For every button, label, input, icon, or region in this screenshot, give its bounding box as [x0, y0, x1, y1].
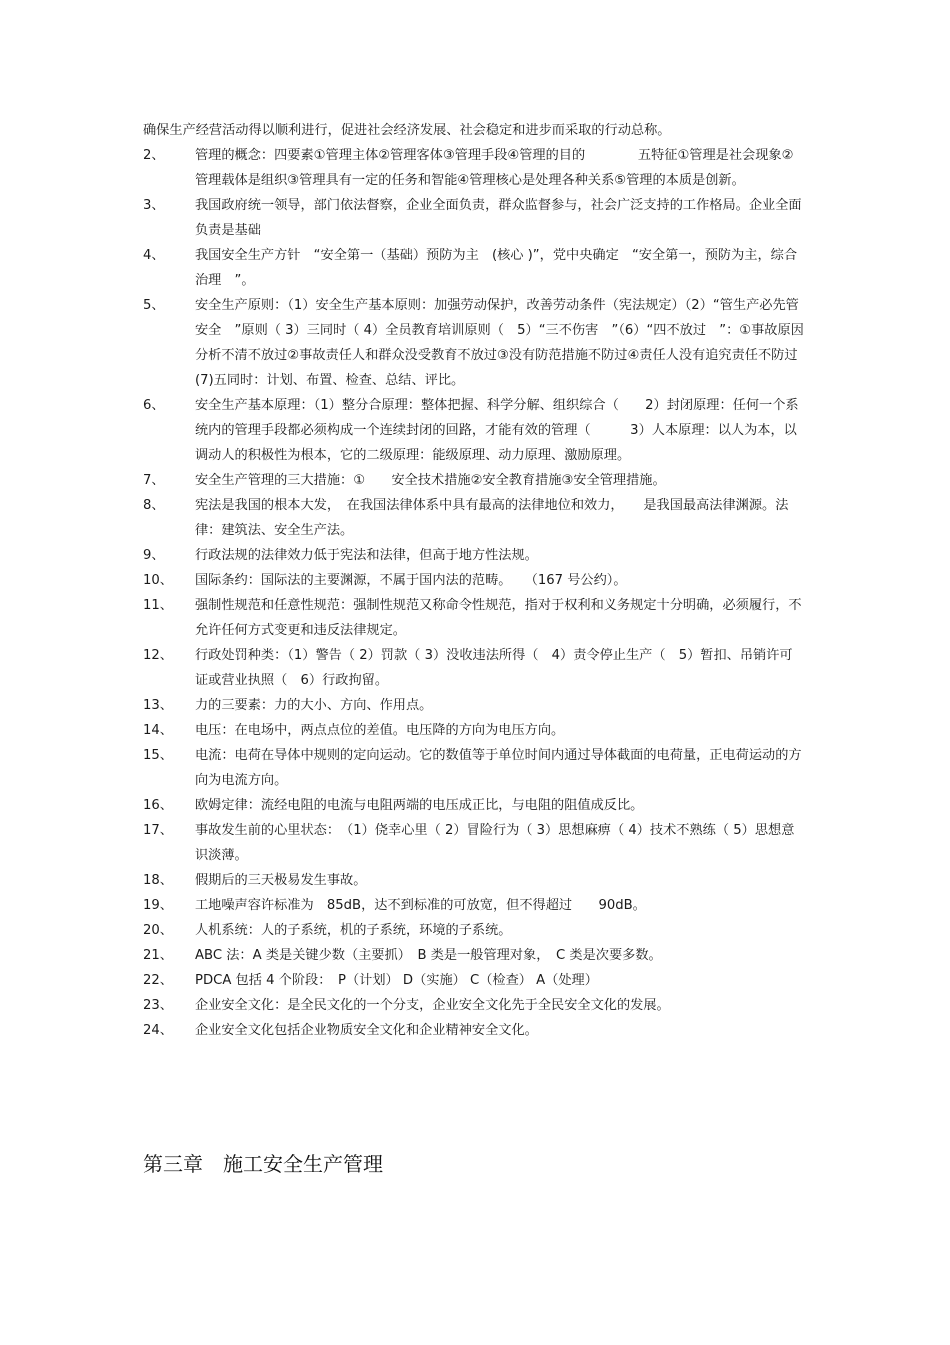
list-item: [143, 968, 805, 993]
item-text: 宪法是我国的根本大发， 在我国法律体系中具有最高的法律地位和效力， 是我国最高法律渊源。法律：建筑法、安全生产法。: [195, 498, 789, 538]
list-item: [143, 918, 805, 943]
item-number: 11、: [143, 598, 173, 613]
item-number: 12、: [143, 648, 173, 663]
item-text: 事故发生前的心里状态： （1）侥幸心里（ 2）冒险行为（ 3）思想麻痹（ 4）技术不熟练（ 5）思想意识淡薄。: [195, 823, 795, 863]
item-text: 人机系统：人的子系统，机的子系统，环境的子系统。: [195, 923, 512, 938]
item-text: 工地噪声容许标准为 85dB，达不到标准的可放宽，但不得超过 90dB。: [195, 898, 646, 913]
intro-paragraph: 确保生产经营活动得以顺利进行，促进社会经济发展、社会稳定和进步而采取的行动总称。: [143, 123, 671, 138]
item-number: 3、: [143, 198, 165, 213]
item-text: 安全生产管理的三大措施：① 安全技术措施②安全教育措施③安全管理措施。: [195, 473, 666, 488]
list-item: [143, 193, 805, 243]
item-text: 安全生产基本原理：（1）整分合原理：整体把握、科学分解、组织综合（ 2）封闭原理：任何一个系统内的管理手段都必须构成一个连续封闭的回路，才能有效的管理（ 3）人本原理：以人为本，以调动人的积极性为根本，它的二级原理：能级原理、动力原理、激励原理。: [195, 398, 799, 463]
item-text: 企业安全文化包括企业物质安全文化和企业精神安全文化。: [195, 1023, 538, 1038]
item-text: 电压：在电场中，两点点位的差值。电压降的方向为电压方向。: [195, 723, 565, 738]
item-text: 国际条约：国际法的主要渊源，不属于国内法的范畴。 （167 号公约）。: [195, 573, 627, 588]
chapter-heading: 第三章 施工安全生产管理: [143, 1152, 383, 1176]
list-item: [143, 718, 805, 743]
item-number: 22、: [143, 973, 173, 988]
list-item: [143, 793, 805, 818]
item-number: 15、: [143, 748, 173, 763]
item-text: 安全生产原则：（1）安全生产基本原则：加强劳动保护，改善劳动条件（宪法规定）（2）“管生产必先管安全 ”原则（ 3）三同时（ 4）全员教育培训原则（ 5）“三不伤害 ”（6）“四不放过 ”：①事故原因分析不清不放过②事故责任人和群众没受教育不放过③没有防范措施不防过④责任人没有追究责任不防过 (7)五同时：计划、布置、检查、总结、评比。: [195, 298, 824, 388]
list-item: [143, 568, 805, 593]
list-item: [143, 943, 805, 968]
list-item: [143, 243, 805, 293]
list-item: [143, 1018, 805, 1043]
item-text: 行政法规的法律效力低于宪法和法律，但高于地方性法规。: [195, 548, 538, 563]
item-text: 强制性规范和任意性规范：强制性规范又称命令性规范，指对于权利和义务规定十分明确，必须履行，不允许任何方式变更和违反法律规定。: [195, 598, 802, 638]
list-item: [143, 393, 805, 468]
item-number: 19、: [143, 898, 173, 913]
item-number: 23、: [143, 998, 173, 1013]
item-text: 力的三要素：力的大小、方向、作用点。: [195, 698, 433, 713]
list-item: [143, 293, 824, 393]
item-number: 20、: [143, 923, 173, 938]
item-text: PDCA 包括 4 个阶段： P（计划） D（实施） C（检查） A（处理）: [195, 973, 598, 988]
item-number: 21、: [143, 948, 173, 963]
list-item: [143, 493, 805, 543]
item-number: 14、: [143, 723, 173, 738]
item-number: 18、: [143, 873, 173, 888]
item-text: 企业安全文化：是全民文化的一个分支，企业安全文化先于全民安全文化的发展。: [195, 998, 670, 1013]
item-number: 9、: [143, 548, 165, 563]
item-number: 16、: [143, 798, 173, 813]
list-item: [143, 743, 805, 793]
item-text: 假期后的三天极易发生事故。: [195, 873, 367, 888]
item-number: 17、: [143, 823, 173, 838]
item-number: 2、: [143, 148, 165, 163]
item-number: 13、: [143, 698, 173, 713]
list-item: [143, 593, 805, 643]
list-item: [143, 143, 805, 193]
list-item: [143, 693, 805, 718]
item-number: 10、: [143, 573, 173, 588]
numbered-list: [143, 143, 824, 1043]
item-number: 7、: [143, 473, 165, 488]
list-item: [143, 868, 805, 893]
list-item: [143, 893, 805, 918]
item-text: 电流：电荷在导体中规则的定向运动。它的数值等于单位时间内通过导体截面的电荷量，正电荷运动的方向为电流方向。: [195, 748, 802, 788]
document-body: [143, 118, 824, 1043]
item-text: 行政处罚种类：（1）警告（ 2）罚款（ 3）没收违法所得（ 4）责令停止生产（ 5）暂扣、吊销许可证或营业执照（ 6）行政拘留。: [195, 648, 793, 688]
item-text: ABC 法：A 类是关键少数（主要抓） B 类是一般管理对象， C 类是次要多数。: [195, 948, 662, 963]
list-item: [143, 643, 805, 693]
list-item: [143, 818, 805, 868]
item-text: 我国安全生产方针 “安全第一（基础）预防为主 (核心 )”，党中央确定 “安全第一，预防为主，综合治理 ”。: [195, 248, 798, 288]
item-number: 4、: [143, 248, 165, 263]
item-number: 5、: [143, 298, 165, 313]
item-text: 欧姆定律：流经电阻的电流与电阻两端的电压成正比，与电阻的阻值成反比。: [195, 798, 644, 813]
item-number: 8、: [143, 498, 165, 513]
item-text: 管理的概念：四要素①管理主体②管理客体③管理手段④管理的目的 五特征①管理是社会现象②管理载体是组织③管理具有一定的任务和智能④管理核心是处理各种关系⑤管理的本质是创新。: [195, 148, 794, 188]
item-number: 6、: [143, 398, 165, 413]
list-item: [143, 468, 805, 493]
list-item: [143, 993, 805, 1018]
list-item: [143, 543, 805, 568]
item-text: 我国政府统一领导，部门依法督察，企业全面负责，群众监督参与，社会广泛支持的工作格局。企业全面负责是基础: [195, 198, 802, 238]
item-number: 24、: [143, 1023, 173, 1038]
